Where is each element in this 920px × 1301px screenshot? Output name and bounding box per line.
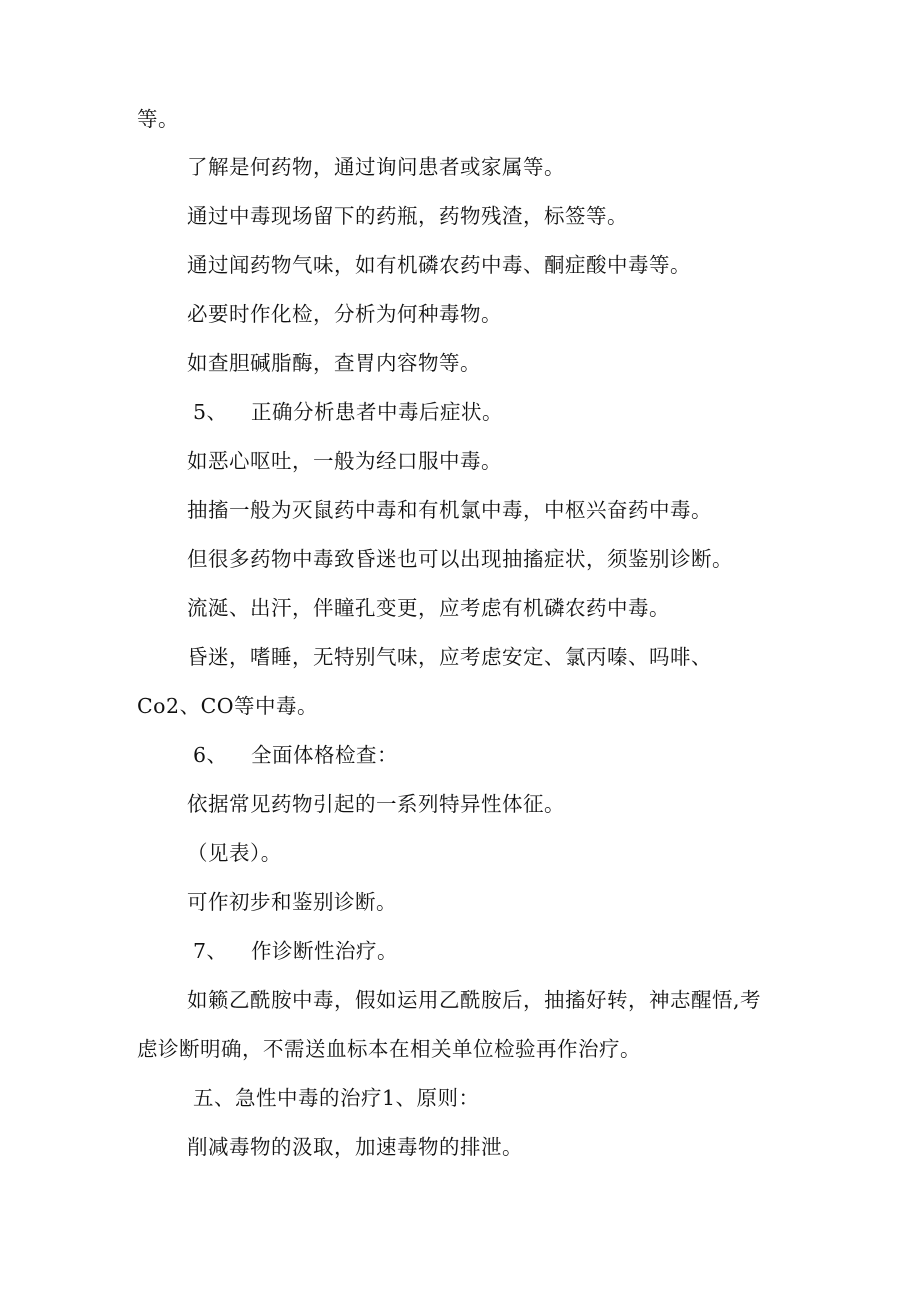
paragraph-line: 可作初步和鉴别诊断。 — [187, 890, 397, 914]
heading-item-6 — [193, 742, 398, 768]
paragraph-line: 必要时作化检，分析为何种毒物。 — [187, 302, 502, 326]
paragraph-line: 通过中毒现场留下的药瓶，药物残渣，标签等。 — [187, 204, 628, 228]
paragraph-line: 流涎、出汗，伴瞳孔变更，应考虑有机磷农药中毒。 — [187, 596, 670, 620]
paragraph-line: 如籁乙酰胺中毒，假如运用乙酰胺后，抽搐好转，神志醒悟,考 — [187, 988, 762, 1012]
paragraph-line: 抽搐一般为灭鼠药中毒和有机氯中毒，中枢兴奋药中毒。 — [187, 498, 712, 522]
heading-item-7 — [193, 938, 398, 964]
paragraph-line: 依据常见药物引起的一系列特异性体征。 — [187, 792, 565, 816]
heading-item-5 — [193, 399, 503, 425]
paragraph-line: 如恶心呕吐，一般为经口服中毒。 — [187, 449, 502, 473]
paragraph-line: （见表）。 — [187, 841, 282, 865]
paragraph-line: 等。 — [137, 107, 179, 131]
heading-text: 正确分析患者中毒后症状。 — [251, 400, 503, 424]
heading-number: 6、 — [193, 743, 228, 767]
heading-text: 全面体格检查： — [251, 743, 398, 767]
paragraph-line: 通过闻药物气味，如有机磷农药中毒、酮症酸中毒等。 — [187, 253, 691, 277]
heading-text: 作诊断性治疗。 — [251, 939, 398, 963]
paragraph-line: 但很多药物中毒致昏迷也可以出现抽搐症状，须鉴别诊断。 — [187, 547, 733, 571]
paragraph-line: 虑诊断明确，不需送血标本在相关单位检验再作治疗。 — [137, 1037, 641, 1061]
paragraph-line: 削减毒物的汲取，加速毒物的排泄。 — [187, 1135, 523, 1159]
paragraph-line: Co2、CO等中毒。 — [137, 694, 319, 718]
section-heading: 五、急性中毒的治疗1、原则： — [193, 1086, 480, 1110]
heading-number: 7、 — [193, 939, 228, 963]
heading-number: 5、 — [193, 400, 228, 424]
paragraph-line: 了解是何药物，通过询问患者或家属等。 — [187, 155, 565, 179]
paragraph-line: 如查胆碱脂酶，查胃内容物等。 — [187, 351, 481, 375]
paragraph-line: 昏迷，嗜睡，无特别气味，应考虑安定、氯丙嗪、吗啡、 — [187, 645, 712, 669]
